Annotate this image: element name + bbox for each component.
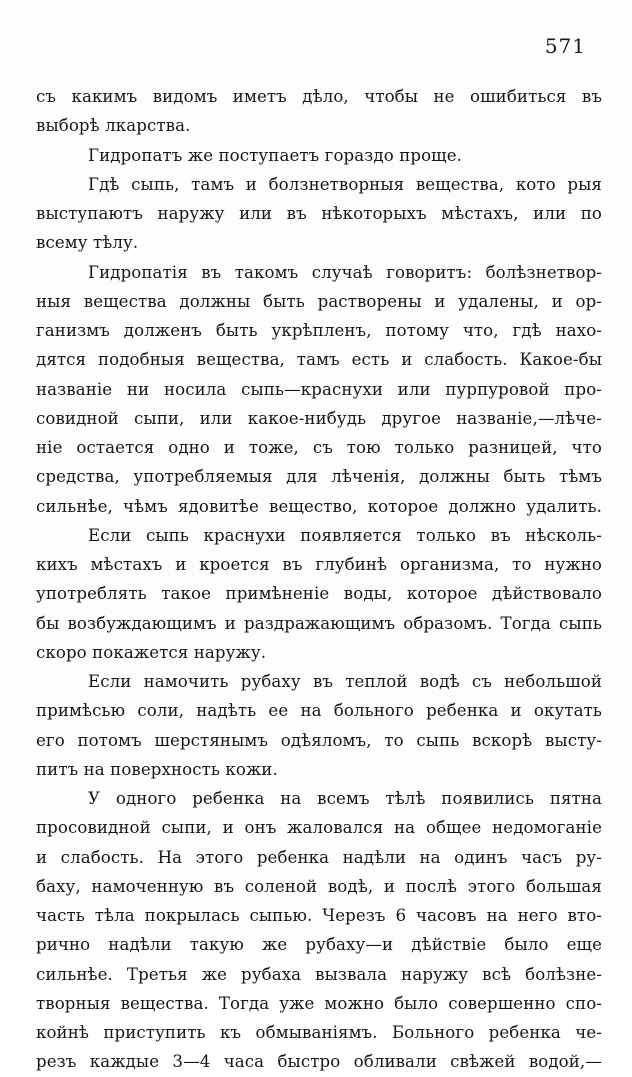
text-line: совидной сыпи, или какое-нибудь другое названіе,—лѣче-	[36, 408, 602, 428]
text-line: рично надѣли такую же рубаху—и дѣйствіе было еще	[36, 935, 602, 955]
text-line: Гидропатія въ такомъ случаѣ говоритъ: болѣзнетвор-	[88, 262, 602, 282]
text-line: Гидропатъ же поступаетъ гораздо проще.	[88, 145, 462, 165]
text-line: баху, намоченную въ соленой водѣ, и послѣ этого большая	[36, 876, 602, 896]
text-line: примѣсью соли, надѣть ее на больного ребенка и окутать	[36, 701, 602, 721]
text-line: названіе ни носила сыпь—краснухи или пурпуровой про-	[36, 379, 602, 399]
text-line: бы возбуждающимъ и раздражающимъ образомъ. Тогда сыпь	[36, 613, 602, 633]
text-line: средства, употребляемыя для лѣченія, должны быть тѣмъ	[36, 467, 602, 487]
text-line: питъ на поверхность кожи.	[36, 759, 278, 779]
text-line: резъ каждые 3—4 часа быстро обливали свѣжей водой,—	[36, 1052, 602, 1072]
page-number: 571	[544, 34, 586, 58]
text-line: выборѣ лкарства.	[36, 116, 191, 136]
text-line: Гдѣ сыпь, тамъ и болзнетворныя вещества, кото рыя	[88, 174, 602, 194]
text-line: кихъ мѣстахъ и кроется въ глубинѣ организма, то нужно	[36, 555, 602, 574]
text-line: ганизмъ долженъ быть укрѣпленъ, потому что, гдѣ нахо-	[36, 321, 602, 340]
text-line: дятся подобныя вещества, тамъ есть и слабость. Какое-бы	[36, 350, 602, 370]
text-line: просовидной сыпи, и онъ жаловался на общее недомоганіе	[36, 818, 602, 838]
text-line: сильнѣе. Третья же рубаха вызвала наружу всѣ болѣзне-	[36, 964, 602, 984]
text-line: съ какимъ видомъ иметъ дѣло, чтобы не ошибиться въ	[36, 87, 602, 106]
text-line: У одного ребенка на всемъ тѣлѣ появились пятна	[88, 789, 602, 808]
text-line: и слабость. На этого ребенка надѣли на одинъ часъ ру-	[36, 847, 602, 867]
text-line: ныя вещества должны быть растворены и удалены, и ор-	[36, 291, 602, 311]
text-line: койнѣ приступить къ обмываніямъ. Больного ребенка че-	[36, 1023, 602, 1042]
text-line: сильнѣе, чѣмъ ядовитѣе вещество, которое должно удалить.	[36, 496, 602, 516]
text-line: выступаютъ наружу или въ нѣкоторыхъ мѣстахъ, или по	[36, 204, 602, 223]
text-line: ніе остается одно и тоже, съ тою только разницей, что	[36, 438, 602, 457]
text-line: Если сыпь краснухи появляется только въ нѣсколь-	[88, 525, 602, 545]
text-line: употреблять такое примѣненіе воды, которое дѣйствовало	[36, 584, 602, 604]
text-line: всему тѣлу.	[36, 233, 139, 253]
text-line: его потомъ шерстянымъ одѣяломъ, то сыпь вскорѣ высту-	[36, 730, 602, 750]
text-line: часть тѣла покрылась сыпью. Черезъ 6 часовъ на него вто-	[36, 906, 602, 925]
text-line: скоро покажется наружу.	[36, 642, 267, 662]
text-line: Если намочить рубаху въ теплой водѣ съ небольшой	[88, 672, 602, 691]
text-line: творныя вещества. Тогда уже можно было совершенно спо-	[36, 993, 602, 1013]
body-text	[36, 82, 602, 1077]
